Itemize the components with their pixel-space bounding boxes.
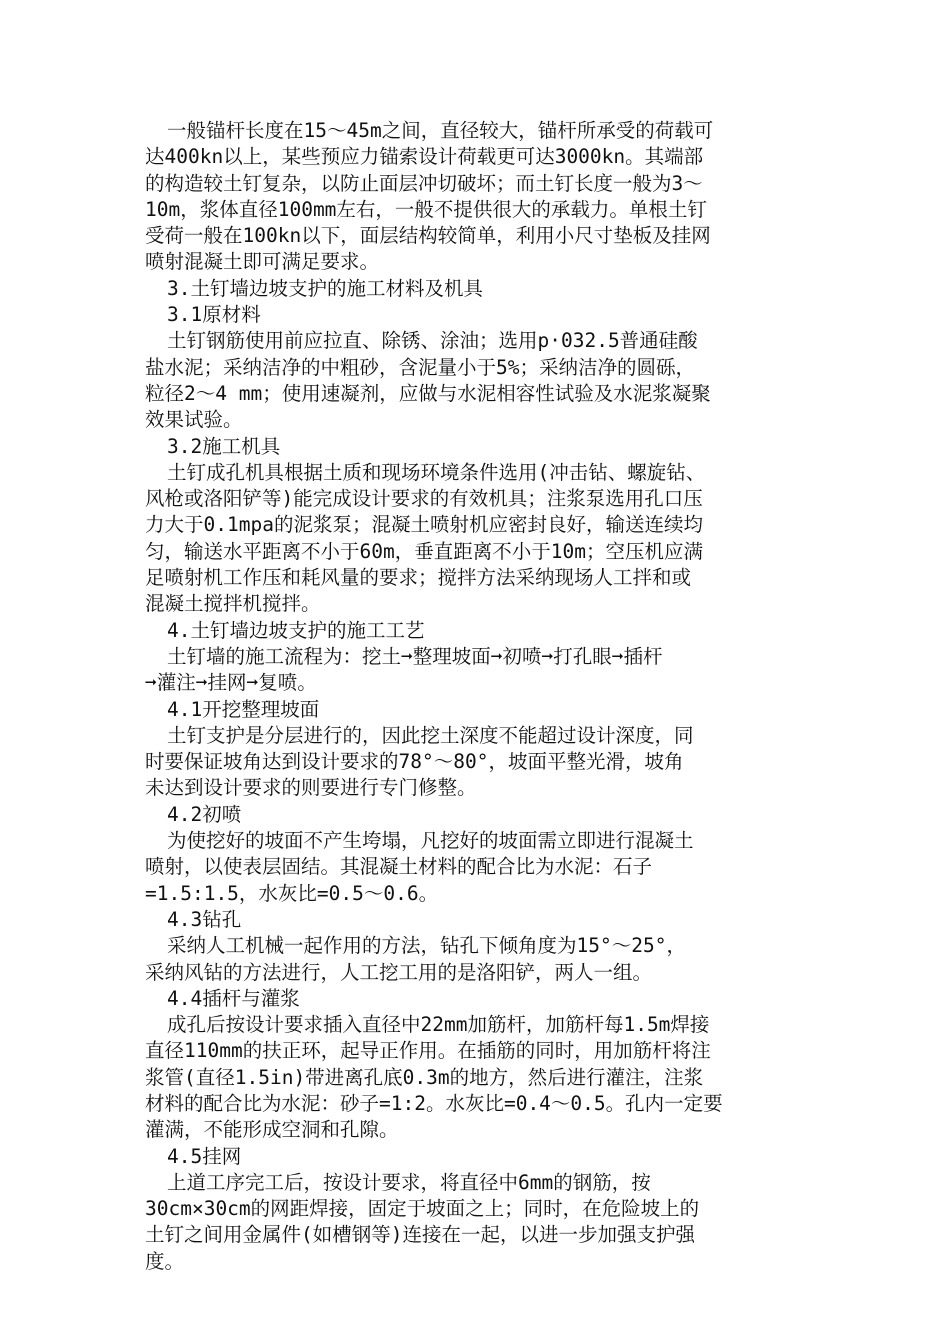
heading-section-4-4: 4.4插杆与灌浆 [167, 986, 300, 1010]
paragraph-process-flow: 土钉墙的施工流程为：挖土➞整理坡面➞初喷➞打孔眼➞插杆 ➞灌注➞挂网➞复喷。 [145, 644, 663, 695]
heading-section-3-1: 3.1原材料 [167, 303, 261, 327]
document-body [145, 118, 805, 1275]
heading-section-3: 3.土钉墙边坡支护的施工材料及机具 [167, 276, 483, 300]
heading-section-4-1: 4.1开挖整理坡面 [167, 697, 320, 721]
heading-section-3-2: 3.2施工机具 [167, 434, 281, 458]
paragraph-excavation: 土钉支护是分层进行的，因此挖土深度不能超过设计深度，同 时要保证坡角达到设计要求的78°～80°，坡面平整光滑，坡角 未达到设计要求的则要进行专门修整。 [145, 723, 694, 800]
paragraph-raw-materials: 土钉钢筋使用前应拉直、除锈、涂油；选用p·032.5普通硅酸 盐水泥；采纳洁净的中粗砂，含泥量小于5%；采纳洁净的圆砾， 粒径2～4 mm；使用速凝剂，应做与水泥相容性试验及水泥浆凝聚 效果试验。 [145, 329, 711, 432]
paragraph-mesh: 上道工序完工后，按设计要求，将直径中6mm的钢筋，按 30cm×30cm的网距焊接，固定于坡面之上；同时，在危险坡上的 土钉之间用金属件(如槽钢等)连接在一起，以进一步加强支护强 度。 [145, 1170, 700, 1273]
paragraph-equipment: 土钉成孔机具根据土质和现场环境条件选用(冲击钻、螺旋钻、 风枪或洛阳铲等)能完成设计要求的有效机具；注浆泵选用孔口压 力大于0.1mpa的泥浆泵；混凝土喷射机应密封良好，输送连续均 匀，输送水平距离不小于60m，垂直距离不小于10m；空压机应满 足喷射机工作压和耗风量的要求；搅拌方法采纳现场人工拌和或 混凝土搅拌机搅拌。 [145, 460, 706, 616]
paragraph-initial-spray: 为使挖好的坡面不产生垮塌，凡挖好的坡面需立即进行混凝土 喷射，以使表层固结。其混凝土材料的配合比为水泥：石子 =1.5:1.5，水灰比=0.5～0.6。 [145, 829, 694, 905]
heading-section-4-5: 4.5挂网 [167, 1144, 242, 1168]
heading-section-4-3: 4.3钻孔 [167, 907, 242, 931]
heading-section-4: 4.土钉墙边坡支护的施工工艺 [167, 618, 425, 642]
paragraph-anchor-vs-soil-nail: 一般锚杆长度在15～45m之间，直径较大，锚杆所承受的荷载可 达400kn以上，某些预应力锚索设计荷载更可达3000kn。其端部 的构造较土钉复杂，以防止面层冲切破坏；而土钉长度一般为3～ 10m，浆体直径100mm左右，一般不提供很大的承载力。单根土钉 受荷一般在100kn以下，面层结构较简单，利用小尺寸垫板及挂网 喷射混凝土即可满足要求。 [145, 119, 714, 274]
heading-section-4-2: 4.2初喷 [167, 802, 242, 826]
paragraph-drilling: 采纳人工机械一起作用的方法，钻孔下倾角度为15°～25°， 采纳风钻的方法进行，人工挖工用的是洛阳铲，两人一组。 [145, 934, 686, 984]
paragraph-rod-grouting: 成孔后按设计要求插入直径中22mm加筋杆，加筋杆每1.5m焊接 直径110mm的扶正环，起导正作用。在插筋的同时，用加筋杆将注 浆管(直径1.5in)带进离孔底0.3m的地方，然后进行灌注，注浆 材料的配合比为水泥：砂子=1:2。水灰比=0.4～0.5。孔内一定要 灌满，不能形成空洞和孔隙。 [145, 1013, 723, 1142]
